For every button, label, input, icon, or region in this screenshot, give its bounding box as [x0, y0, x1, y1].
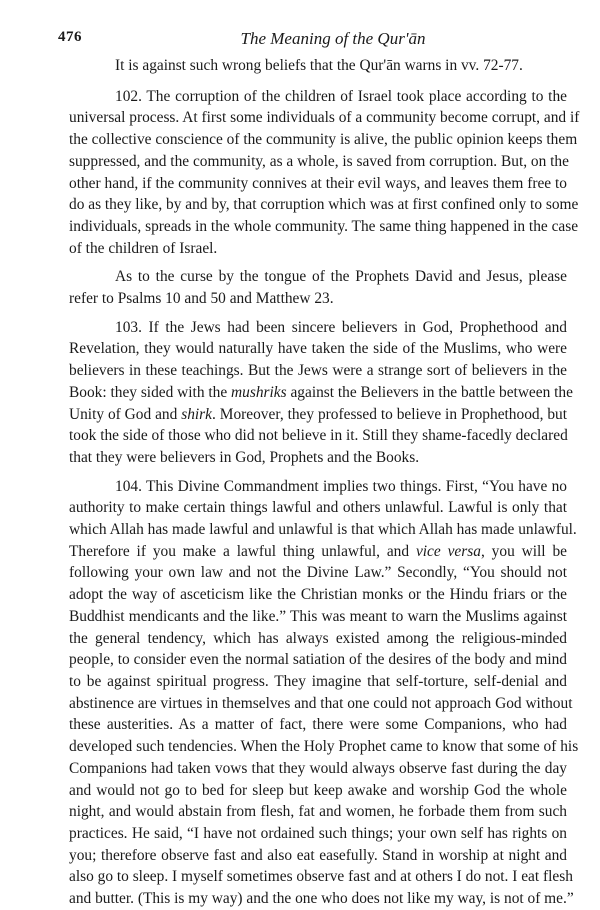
text-line: abstinence are virtues in themselves and that one could not approach God without — [69, 694, 573, 712]
text-line: developed such tendencies. When the Holy Prophet came to know that some of his — [69, 738, 579, 756]
text-line: people, to consider even the normal satiation of the desires of the body and mind — [69, 651, 567, 669]
paragraph-note-curse — [69, 266, 567, 309]
paragraph-note-102 — [69, 86, 580, 260]
text-line: Revelation, they would naturally have taken the side of the Muslims, who were — [69, 340, 567, 358]
italic-term: mushriks — [231, 383, 287, 401]
text-line: following your own law and not the Divine Law.” Secondly, “You should not — [69, 564, 567, 582]
text-line: Unity of God and shirk. Moreover, they professed to believe in Prophethood, but — [69, 405, 568, 423]
text-line: practices. He said, “I have not ordained such things; your own self has rights on — [69, 824, 567, 842]
body-text — [69, 55, 580, 910]
text-line: night, and would abstain from flesh, fat and women, he forbade them from such — [69, 803, 567, 821]
paragraph-note-104 — [69, 476, 579, 910]
text-line: individuals, spreads in the whole community. The same thing happened in the case — [69, 217, 579, 235]
text-line: to be against spiritual progress. They imagine that self-torture, self-denial and — [69, 672, 567, 690]
text-line: these austerities. As a matter of fact, there were some Companions, who had — [69, 716, 567, 734]
text-line: authority to make certain things lawful and others unlawful. Lawful is only that — [69, 499, 567, 517]
text-line: refer to Psalms 10 and 50 and Matthew 23. — [69, 290, 334, 308]
text-line: also go to sleep. I myself sometimes observe fast and at others I do not. I eat flesh — [69, 868, 573, 886]
text-line: Companions had taken vows that they would always observe fast during the day — [69, 759, 567, 777]
text-line: 103. If the Jews had been sincere believers in God, Prophethood and — [115, 318, 567, 336]
italic-term: shirk — [181, 405, 213, 423]
book-title: The Meaning of the Qur'ān — [240, 29, 426, 48]
text-line: Therefore if you make a lawful thing unlawful, and vice versa, you will be — [69, 542, 567, 560]
text-line: the collective conscience of the community is alive, the public opinion keeps them — [69, 131, 578, 149]
text-line: of the children of Israel. — [69, 239, 218, 257]
italic-term: vice versa — [415, 542, 481, 560]
page-number: 476 — [58, 29, 82, 45]
text-line: believers in these teachings. But the Jews were a strange sort of believers in the — [69, 362, 567, 380]
text-line: As to the curse by the tongue of the Prophets David and Jesus, please — [115, 268, 567, 286]
text-line: do as they like, by and by, that corruption which was at first confined only to some — [69, 196, 579, 214]
paragraph-intro — [69, 55, 567, 77]
text-line: Book: they sided with the mushriks against the Believers in the battle between the — [69, 383, 573, 401]
text-line: suppressed, and the community, as a whole, is saved from corruption. But, on the — [69, 152, 569, 170]
paragraph-note-103 — [69, 317, 573, 469]
text-line: It is against such wrong beliefs that the Qur'ān warns in vv. 72-77. — [115, 57, 523, 74]
text-line: other hand, if the community connives at their evil ways, and leaves them free to — [69, 174, 567, 192]
text-line: you; therefore observe fast and also eat easefully. Stand in worship at night and — [69, 846, 567, 864]
text-line: 102. The corruption of the children of Israel took place according to the — [115, 87, 567, 105]
text-line: 104. This Divine Commandment implies two things. First, “You have no — [115, 477, 567, 495]
text-line: universal process. At first some individuals of a community become corrupt, and if — [69, 109, 580, 127]
text-line: took the side of those who did not believe in it. Still they shame-facedly declared — [69, 427, 568, 445]
text-line: that they were believers in God, Prophets and the Books. — [69, 448, 420, 466]
text-line: and butter. (This is my way) and the one who does not like my way, is not of me.” — [69, 890, 574, 908]
running-header — [58, 29, 568, 51]
text-line: and would not go to bed for sleep but keep awake and worship God the whole — [69, 781, 567, 799]
text-line: Buddhist mendicants and the like.” This was meant to warn the Muslims against — [69, 607, 567, 625]
text-line: adopt the way of asceticism like the Christian monks or the Hindu friars or the — [69, 586, 567, 604]
text-line: the general tendency, which has always existed among the religious-minded — [69, 629, 567, 647]
text-line: which Allah has made lawful and unlawful is that which Allah has made unlawful. — [69, 521, 577, 539]
